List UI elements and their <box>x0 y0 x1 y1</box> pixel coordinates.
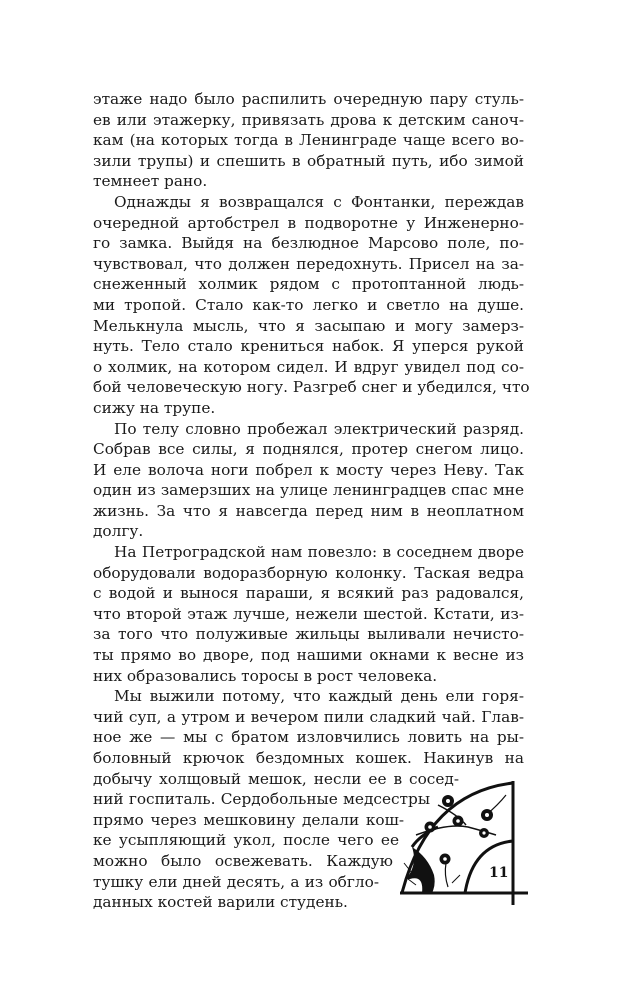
text-line: можно было освежевать. Каждую <box>93 851 393 870</box>
text-line: ное же — мы с братом изловчились ловить на ры- <box>93 728 524 747</box>
page-number: 11 <box>489 865 509 881</box>
text-line: боловный крючок бездомных кошек. Накинув на <box>93 749 524 767</box>
text-line: ев или этажерку, привязать дрова к детским саноч- <box>93 110 524 129</box>
text-line: темнеет рано. <box>93 172 208 191</box>
paragraph <box>93 419 524 543</box>
text-line: нуть. Тело стало крениться набок. Я уперся рукой <box>93 337 524 356</box>
text-line: данных костей варили студень. <box>93 893 348 912</box>
text-line: ний госпиталь. Сердобольные медсестры <box>93 790 430 809</box>
paragraph <box>93 542 524 686</box>
text-line: На Петроградской нам повезло: в соседнем дворе <box>114 543 524 562</box>
text-line: бой человеческую ногу. Разгреб снег и убедился, что <box>93 378 530 397</box>
text-line: этаже надо было распилить очередную пару стуль- <box>93 90 524 108</box>
text-line: добычу холщовый мешок, несли ее в сосед- <box>93 769 459 788</box>
text-line: ми тропой. Стало как-то легко и светло на душе. <box>93 295 524 314</box>
text-line: ты прямо во дворе, под нашими окнами к весне из <box>93 646 524 665</box>
text-line: с водой и вынося параши, я всякий раз радовался, <box>93 584 524 603</box>
text-line: жизнь. За что я навсегда перед ним в неоплатном <box>93 501 524 520</box>
text-line: По телу словно пробежал электрический разряд. <box>114 419 524 438</box>
text-line: за того что полуживые жильцы выливали нечисто- <box>93 625 524 644</box>
paragraph <box>93 89 524 192</box>
text-line: что второй этаж лучше, нежели шестой. Кстати, из- <box>93 604 524 623</box>
text-line: Мелькнула мысль, что я засыпаю и могу замерз- <box>93 316 524 335</box>
text-line: чий суп, а утром и вечером пили сладкий чай. Глав- <box>93 707 524 726</box>
text-line: о холмик, на котором сидел. И вдруг увидел под со- <box>93 357 524 376</box>
text-line: очередной артобстрел в подворотне у Инженерно- <box>93 213 524 232</box>
text-line: прямо через мешковину делали кош- <box>93 810 404 829</box>
text-line: зили трупы) и спешить в обратный путь, ибо зимой <box>93 151 524 170</box>
text-line: Однажды я возвращался с Фонтанки, переждав <box>114 192 524 211</box>
text-line: го замка. Выйдя на безлюдное Марсово поле, по- <box>93 234 524 253</box>
text-line: Мы выжили потому, что каждый день ели горя- <box>114 687 524 706</box>
text-line: один из замерзших на улице ленинградцев спас мне <box>93 481 524 500</box>
text-line: долгу. <box>93 522 144 541</box>
text-line: чувствовал, что должен передохнуть. Присел на за- <box>93 254 524 273</box>
fan-ornament-icon <box>398 775 538 910</box>
text-line: ке усыпляющий укол, после чего ее <box>93 831 399 850</box>
text-line: снеженный холмик рядом с протоптанной людь- <box>93 275 524 294</box>
text-line: тушку ели дней десять, а из обгло- <box>93 872 379 891</box>
text-line: И еле волоча ноги побрел к мосту через Неву. Так <box>93 460 524 479</box>
text-line: оборудовали водоразборную колонку. Таская ведра <box>93 563 524 582</box>
text-line: кам (на которых тогда в Ленинграде чаще всего во- <box>93 131 524 150</box>
paragraph <box>93 192 530 419</box>
text-line: сижу на трупе. <box>93 398 216 417</box>
text-line: них образовались торосы в рост человека. <box>93 666 438 685</box>
text-line: Собрав все силы, я поднялся, протер снегом лицо. <box>93 440 524 459</box>
